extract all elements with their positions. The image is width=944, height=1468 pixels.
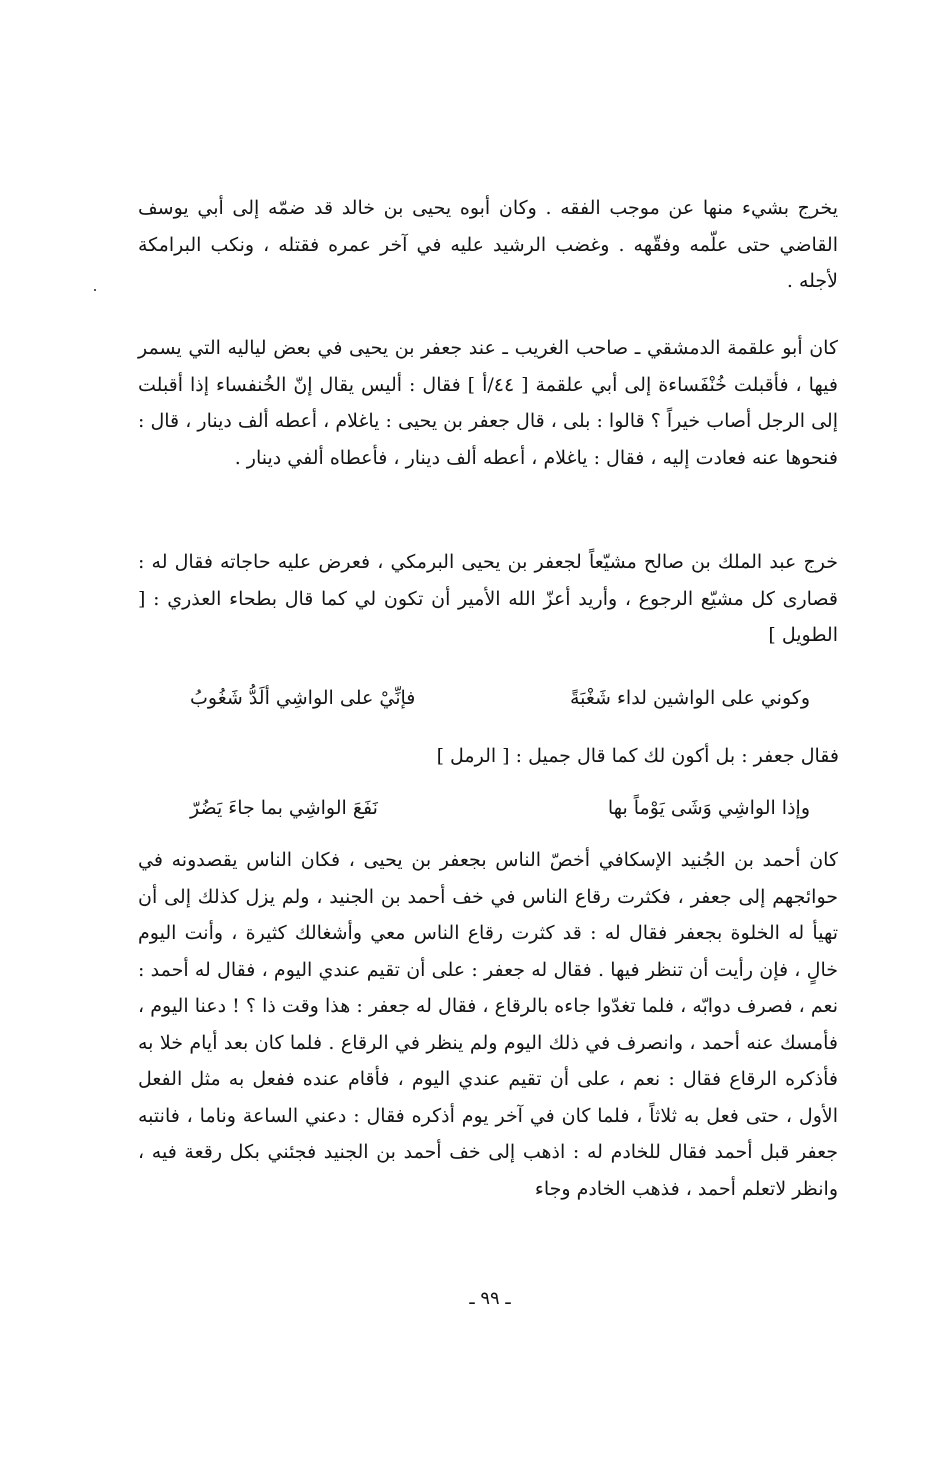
verse-1 (190, 680, 810, 716)
paragraph-2 (138, 330, 838, 476)
paragraph-3-text: خرج عبد الملك بن صالح مشيّعاً لجعفر بن يحيى البرمكي ، فعرض عليه حاجاته فقال له : قصارى كل مشيّع الرجوع ، وأريد أعزّ الله الأمير أن تكون لي كما قال بطحاء العذري : [ الطويل ] (138, 551, 838, 646)
paragraph-4-text: كان أحمد بن الجُنيد الإسكافي أخصّ الناس بجعفر بن يحيى ، فكان الناس يقصدونه في حوائجهم إلى جعفر ، فكثرت رقاع الناس في خف أحمد بن الجنيد ، ولم يزل كذلك إلى أن تهيأ له الخلوة بجعفر فقال له : قد كثرت رقاع الناس معي وأشغالك كثيرة ، وأنت اليوم خالٍ ، فإن رأيت أن تنظر فيها . فقال له جعفر : على أن تقيم عندي اليوم ، فقال له أحمد : نعم ، فصرف دوابّه ، فلما تغدّوا جاءه بالرقاع ، فقال له جعفر : هذا وقت ذا ؟ ! دعنا اليوم ، فأمسك عنه أحمد ، وانصرف في ذلك اليوم ولم ينظر في الرقاع . فلما كان بعد أيام خلا به فأذكره الرقاع فقال : نعم ، على أن تقيم عندي اليوم ، فأقام عنده ففعل به مثل الفعل الأول ، حتى فعل به ثلاثاً ، فلما كان في آخر يوم أذكره فقال : دعني الساعة وناما ، فانتبه جعفر قبل أحمد فقال للخادم له : اذهب إلى خف أحمد بن الجنيد فجئني بكل رقعة فيه ، وانظر لاتعلم أحمد ، فذهب الخادم وجاء (138, 849, 838, 1200)
verse-1-second-hemistich: فإنِّيْ على الواشِي ألَدُّ شَغُوبُ (190, 687, 416, 709)
verse-1-first-hemistich: وكوني على الواشين لداء شَغْبَةً (569, 687, 810, 709)
paragraph-3 (138, 544, 838, 654)
paragraph-2-text: كان أبو علقمة الدمشقي ـ صاحب الغريب ـ عند جعفر بن يحيى في بعض لياليه التي يسمر فيها ، فأقبلت خُنْفَساءة إلى أبي علقمة [ ٤٤/أ ] فقال : أليس يقال إنّ الخُنفساء إذا أقبلت إلى الرجل أصاب خيراً ؟ قالوا : بلى ، قال جعفر بن يحيى : ياغلام ، أعطه ألف دينار ، قال : فنحوها عنه فعادت إليه ، فقال : ياغلام ، أعطه ألف دينار ، فأعطاه ألفي دينار . (138, 337, 838, 469)
scan-speck (94, 289, 96, 291)
verse-2-first-hemistich: وإذا الواشِي وَشَى يَوْماً بها (607, 797, 810, 819)
verse-2-second-hemistich: نَفَعَ الواشِي بما جاءَ يَضُرّ (190, 797, 378, 819)
paragraph-1 (138, 190, 838, 300)
verse-2-intro: فقال جعفر : بل أكون لك كما قال جميل : [ الرمل ] (436, 745, 839, 767)
page-number: ـ ٩٩ ـ (469, 1288, 511, 1309)
verse-2 (190, 790, 810, 826)
paragraph-4 (138, 842, 838, 1207)
paragraph-1-text: يخرج بشيء منها عن موجب الفقه . وكان أبوه يحيى بن خالد قد ضمّه إلى أبي يوسف القاضي حتى علّمه وفقّهه . وغضب الرشيد عليه في آخر عمره فقتله ، ونكب البرامكة لأجله . (138, 197, 838, 292)
